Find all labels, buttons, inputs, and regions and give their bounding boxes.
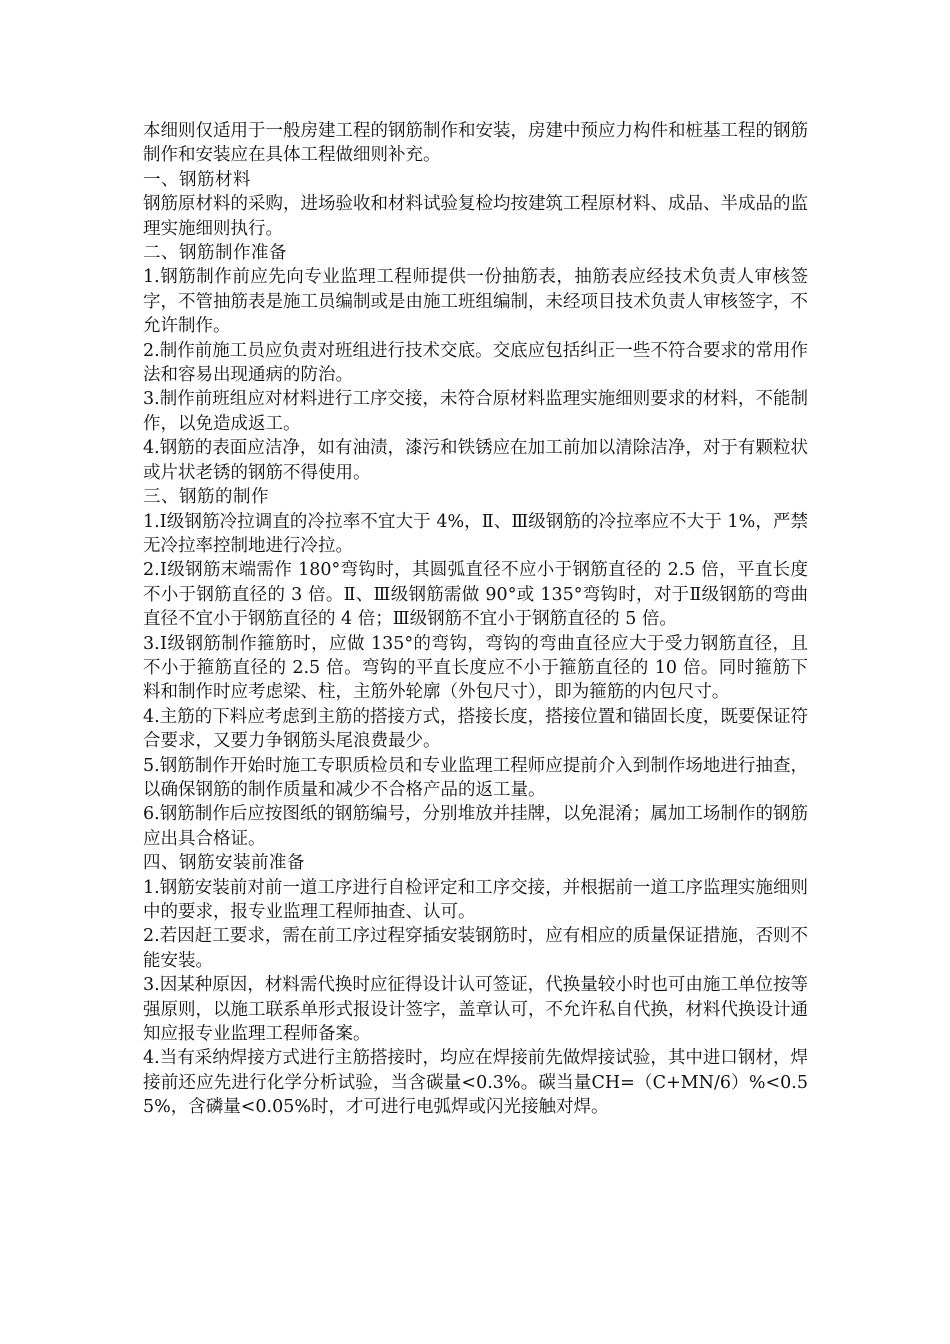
- section-heading-fabrication: 三、钢筋的制作: [143, 487, 269, 508]
- list-item: 2.Ⅰ级钢筋末端需作 180°弯钩时，其圆弧直径不应小于钢筋直径的 2.5 倍，平直长度不小于钢筋直径的 3 倍。Ⅱ、Ⅲ级钢筋需做 90°或 135°弯钩时，对于Ⅱ级钢筋的弯曲直径不宜小于钢筋直径的 4 倍；Ⅲ级钢筋不宜小于钢筋直径的 5 倍。: [143, 560, 808, 630]
- section-heading-preparation: 二、钢筋制作准备: [143, 243, 287, 264]
- paragraph: 钢筋原材料的采购，进场验收和材料试验复检均按建筑工程原材料、成品、半成品的监理实施细则执行。: [143, 194, 808, 239]
- list-item: 1.钢筋安装前对前一道工序进行自检评定和工序交接，并根据前一道工序监理实施细则中的要求，报专业监理工程师抽查、认可。: [143, 877, 808, 922]
- document-body: [143, 119, 808, 1120]
- list-item: 2.若因赶工要求，需在前工序过程穿插安装钢筋时，应有相应的质量保证措施，否则不能安装。: [143, 926, 808, 971]
- section-heading-installation-prep: 四、钢筋安装前准备: [143, 853, 305, 874]
- list-item: 3.制作前班组应对材料进行工序交接，未符合原材料监理实施细则要求的材料，不能制作，以免造成返工。: [143, 389, 808, 434]
- list-item: 3.因某种原因，材料需代换时应征得设计认可签证，代换量较小时也可由施工单位按等强原则，以施工联系单形式报设计签字，盖章认可，不允许私自代换，材料代换设计通知应报专业监理工程师备案。: [143, 975, 808, 1045]
- list-item: 1.钢筋制作前应先向专业监理工程师提供一份抽筋表，抽筋表应经技术负责人审核签字，不管抽筋表是施工员编制或是由施工班组编制，未经项目技术负责人审核签字，不允许制作。: [143, 267, 808, 337]
- list-item: 6.钢筋制作后应按图纸的钢筋编号，分别堆放并挂牌，以免混淆；属加工场制作的钢筋应出具合格证。: [143, 804, 808, 849]
- list-item: 4.当有采纳焊接方式进行主筋搭接时，均应在焊接前先做焊接试验，其中进口钢材，焊接前还应先进行化学分析试验，当含碳量<0.3%。碳当量CH=（C+MN/6）%<0.55%，含磷量<0.05%时，才可进行电弧焊或闪光接触对焊。: [143, 1048, 808, 1118]
- list-item: 5.钢筋制作开始时施工专职质检员和专业监理工程师应提前介入到制作场地进行抽查，以确保钢筋的制作质量和减少不合格产品的返工量。: [143, 755, 808, 800]
- list-item: 2.制作前施工员应负责对班组进行技术交底。交底应包括纠正一些不符合要求的常用作法和容易出现通病的防治。: [143, 340, 808, 386]
- list-item: 1.Ⅰ级钢筋冷拉调直的冷拉率不宜大于 4%，Ⅱ、Ⅲ级钢筋的冷拉率应不大于 1%，严禁无冷拉率控制地进行冷拉。: [143, 511, 808, 556]
- list-item: 4.主筋的下料应考虑到主筋的搭接方式，搭接长度，搭接位置和锚固长度，既要保证符合要求，又要力争钢筋头尾浪费最少。: [143, 706, 808, 752]
- section-heading-materials: 一、钢筋材料: [143, 169, 251, 190]
- intro-paragraph: 本细则仅适用于一般房建工程的钢筋制作和安装，房建中预应力构件和桩基工程的钢筋制作和安装应在具体工程做细则补充。: [143, 121, 808, 166]
- list-item: 3.Ⅰ级钢筋制作箍筋时，应做 135°的弯钩，弯钩的弯曲直径应大于受力钢筋直径，且不小于箍筋直径的 2.5 倍。弯钩的平直长度应不小于箍筋直径的 10 倍。同时箍筋下料和制作时应考虑梁、柱，主筋外轮廓（外包尺寸），即为箍筋的内包尺寸。: [143, 633, 808, 703]
- list-item: 4.钢筋的表面应洁净，如有油渍，漆污和铁锈应在加工前加以清除洁净，对于有颗粒状或片状老锈的钢筋不得使用。: [143, 438, 808, 483]
